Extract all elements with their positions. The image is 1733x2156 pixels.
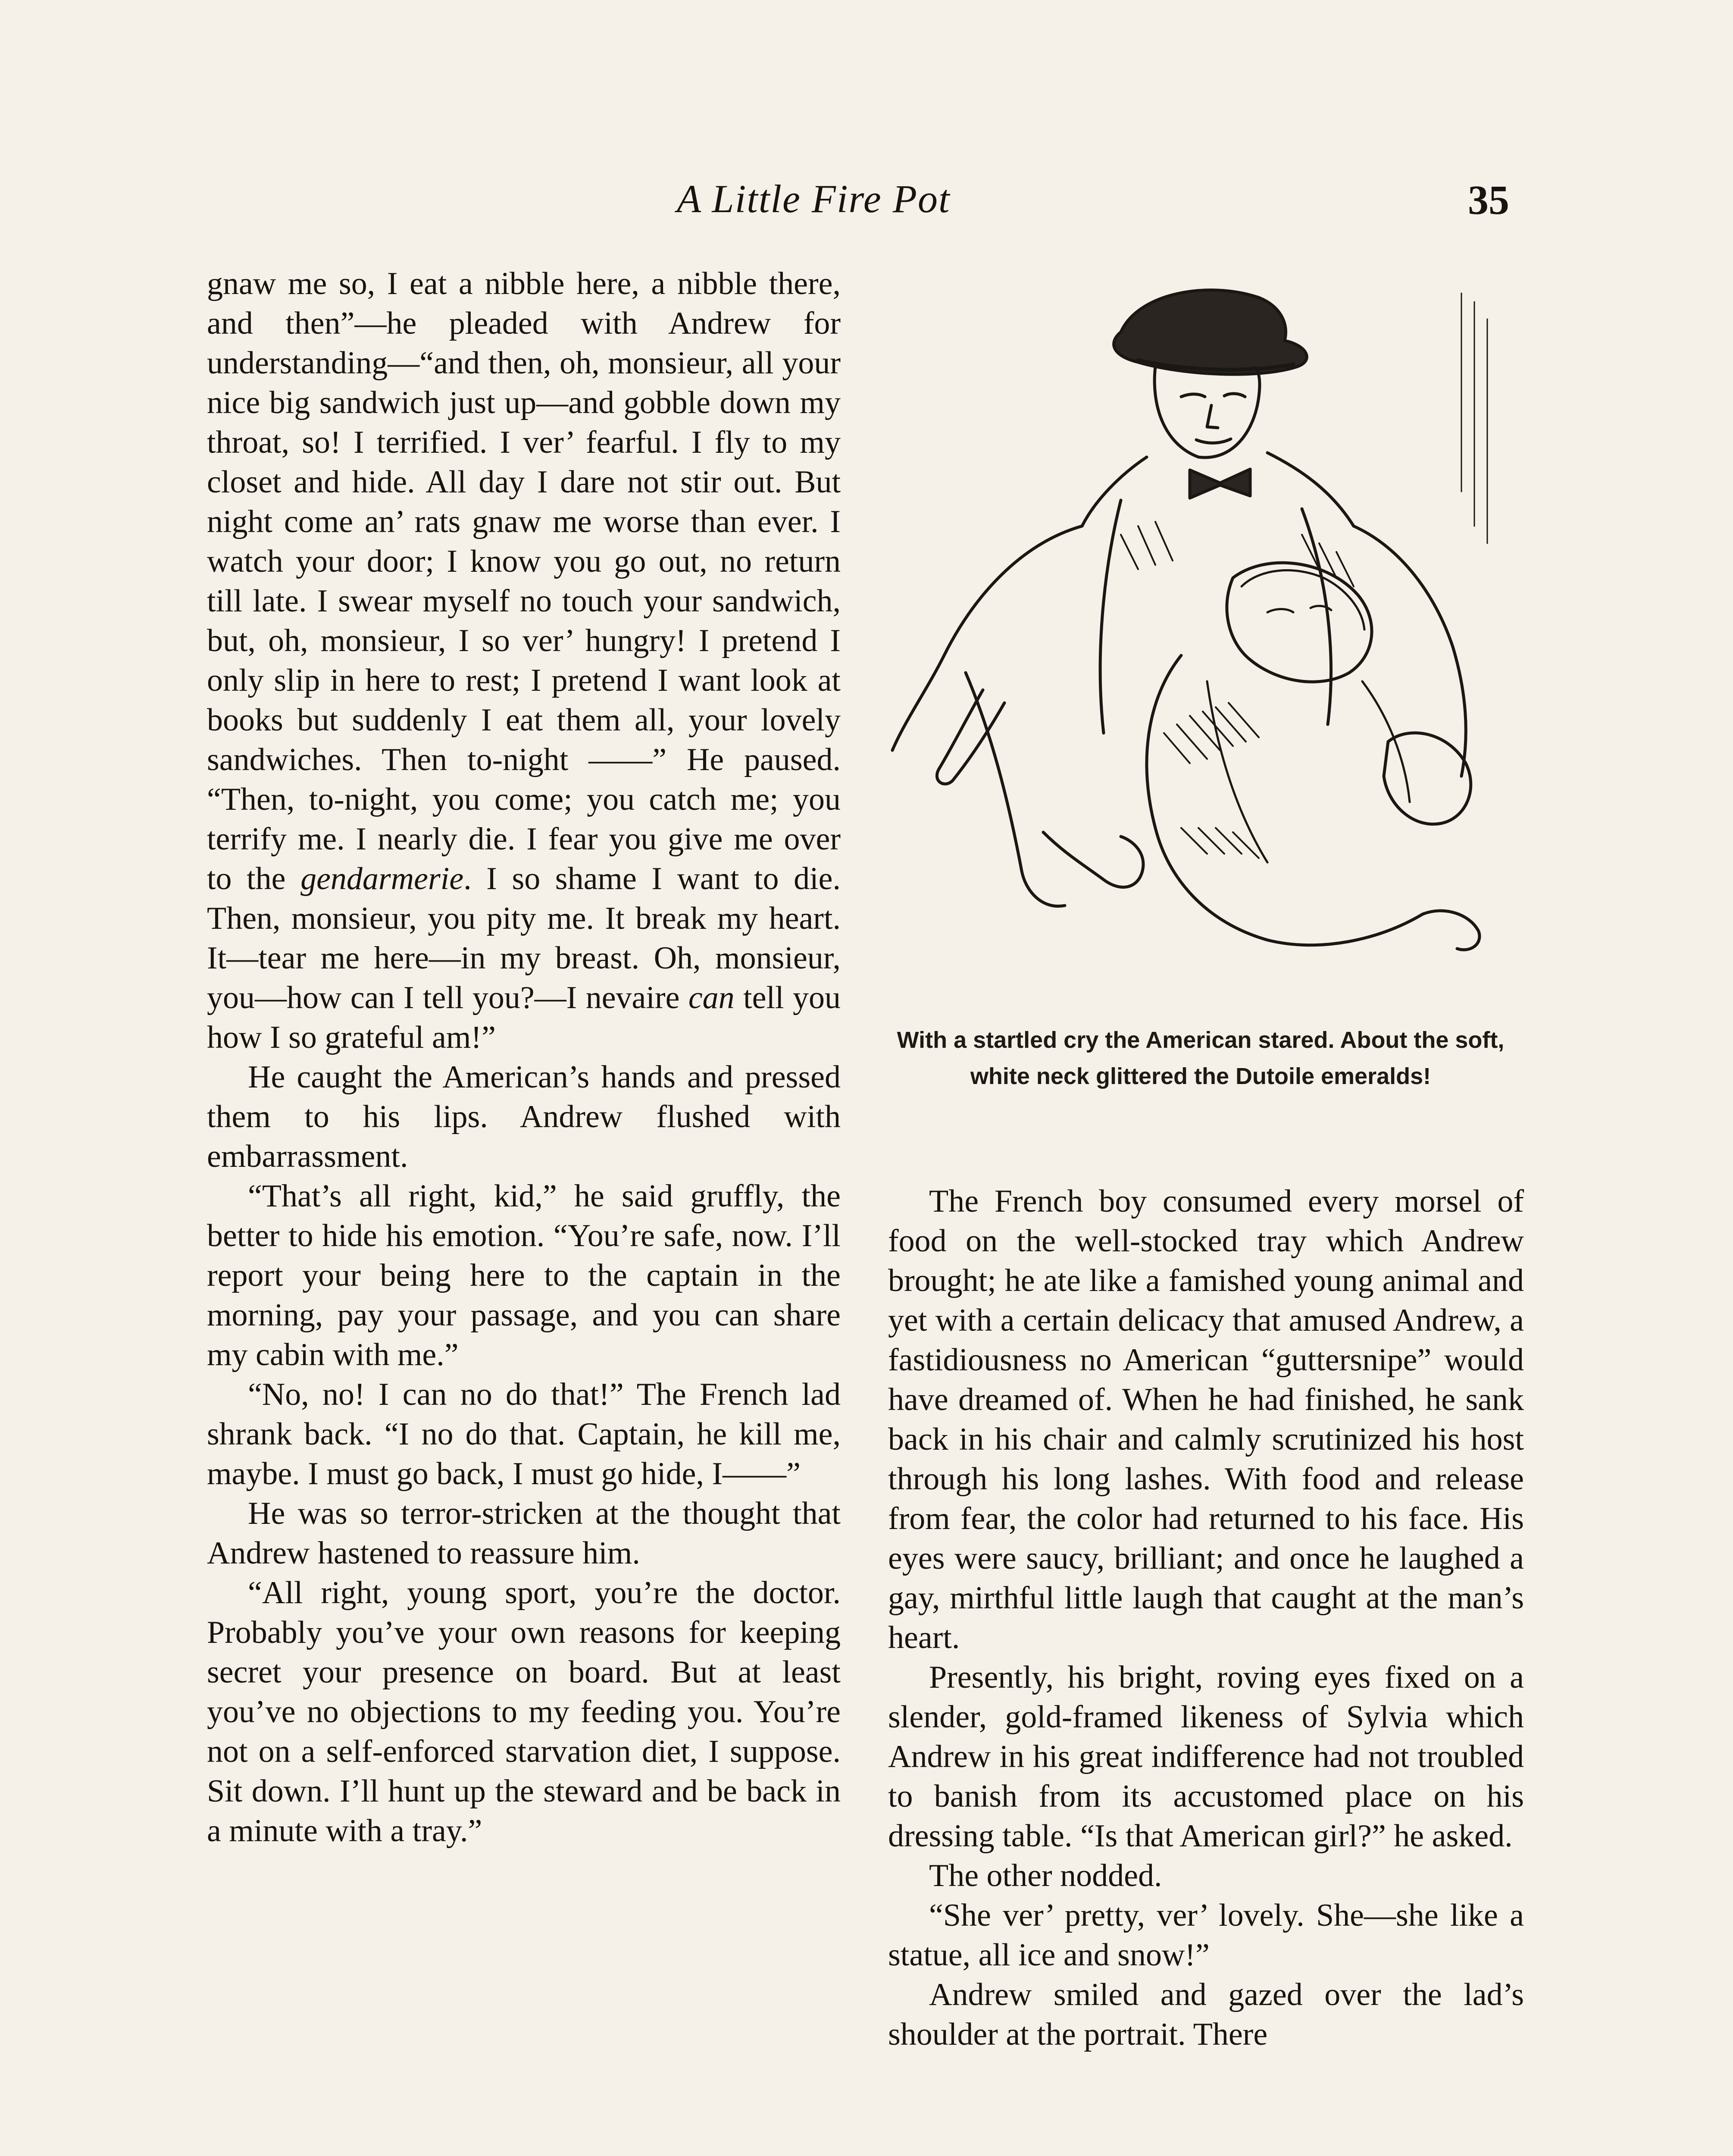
text-run: The other nodded. <box>929 1858 1162 1893</box>
text-run: tell you how I so grateful am!” <box>207 980 841 1055</box>
right-text-column <box>888 1181 1524 2054</box>
illustration-drawing <box>879 267 1509 1018</box>
text-run: “She ver’ pretty, ver’ lovely. She—she like a statue, all ice and snow!” <box>888 1898 1524 1973</box>
paragraph <box>888 1896 1524 1975</box>
running-header-title: A Little Fire Pot <box>677 177 951 221</box>
text-run: He caught the American’s hands and pressed them to his lips. Andrew flushed with embarrassment. <box>207 1059 841 1174</box>
text-run: Presently, his bright, roving eyes fixed on a slender, gold-framed likeness of Sylvia which Andrew in his great indifference had not troubled to banish from its accustomed place on his dressing table. “Is that American girl?” he asked. <box>888 1660 1524 1854</box>
paragraph <box>207 1494 841 1573</box>
text-run: “All right, young sport, you’re the doctor. Probably you’ve your own reasons for keeping secret your presence on board. But at least you’ve no objections to my feeding you. You’re not on a self-enforced starvation diet, I suppose. Sit down. I’ll hunt up the steward and be back in a minute with a tray.” <box>207 1575 841 1849</box>
page-number: 35 <box>1468 177 1509 223</box>
italic-text: can <box>688 980 735 1015</box>
paragraph <box>888 1181 1524 1658</box>
paragraph <box>207 1375 841 1494</box>
text-run: . I so shame I want to die. Then, monsieur, you pity me. It break my heart. It—tear me here—in my breast. Oh, monsieur, you—how can I tell you?—I nevaire <box>207 861 841 1015</box>
italic-text: gendarmerie <box>300 861 464 896</box>
paragraph <box>207 1057 841 1176</box>
text-run: He was so terror-stricken at the thought that Andrew hastened to reassure him. <box>207 1496 841 1571</box>
text-run: “That’s all right, kid,” he said gruffly, the better to hide his emotion. “You’re safe, now. I’ll report your being here to the captain in the morning, pay your passage, and you can share my cabin with me.” <box>207 1178 841 1373</box>
text-run: The French boy consumed every morsel of food on the well-stocked tray which Andrew brought; he ate like a famished young animal and yet with a certain delicacy that amused Andrew, a fastidiousness no American “guttersnipe” would have dreamed of. When he had finished, he sank back in his chair and calmly scrutinized his host through his long lashes. With food and release from fear, the color had returned to his face. His eyes were saucy, brilliant; and once he laughed a gay, mirthful little laugh that caught at the man’s heart. <box>888 1184 1524 1655</box>
text-run: Andrew smiled and gazed over the lad’s shoulder at the portrait. There <box>888 1977 1524 2052</box>
illustration <box>879 267 1509 1018</box>
paragraph <box>207 264 841 1057</box>
left-text-column <box>207 264 841 1851</box>
text-run: gnaw me so, I eat a nibble here, a nibble there, and then”—he pleaded with Andrew for understanding—“and then, oh, monsieur, all your nice big sandwich just up—and gobble down my throat, so! I terrified. I ver’ fearful. I fly to my closet and hide. All day I dare not stir out. But night come an’ rats gnaw me worse than ever. I watch your door; I know you go out, no return till late. I swear myself no touch your sandwich, but, oh, monsieur, I so ver’ hungry! I pretend I only slip in here to rest; I pretend I want look at books but suddenly I eat them all, your lovely sandwiches. Then to-night ——” He paused. “Then, to-night, you come; you catch me; you terrify me. I nearly die. I fear you give me over to the <box>207 266 841 896</box>
paragraph <box>888 1856 1524 1896</box>
paragraph <box>888 1975 1524 2054</box>
text-run: “No, no! I can no do that!” The French lad shrank back. “I no do that. Captain, he kill me, maybe. I must go back, I must go hide, I——” <box>207 1377 841 1492</box>
paragraph <box>207 1573 841 1851</box>
paragraph <box>207 1176 841 1375</box>
illustration-caption: With a startled cry the American stared. About the soft, white neck glittered the Dutoile emeralds! <box>897 1027 1505 1089</box>
paragraph <box>888 1658 1524 1856</box>
